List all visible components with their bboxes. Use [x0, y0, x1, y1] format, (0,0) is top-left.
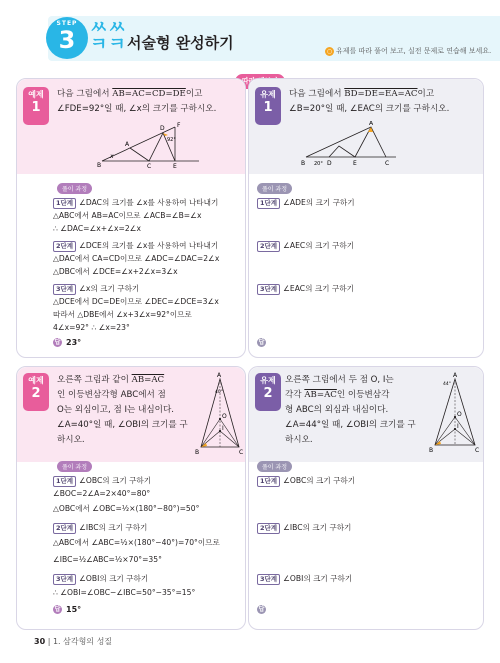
step-badge: 3단계: [257, 284, 280, 295]
step-title-text: ∠x의 크기 구하기: [79, 284, 140, 293]
chapter-title: 1. 삼각형의 성질: [52, 637, 113, 646]
solution-line: ∴ ∠OBI=∠OBC−∠IBC=50°−35°=15°: [53, 588, 196, 597]
solution-line: ∠BOC=2∠A=2×40°=80°: [53, 489, 151, 498]
figure-angle: 44°: [443, 382, 451, 387]
solution-line: △DBC에서 ∠DCE=∠x+2∠x=3∠x: [53, 267, 178, 276]
figure-label: O: [457, 411, 462, 418]
figure-label: I: [222, 425, 224, 432]
problem-text: 인 이등변삼각: [336, 390, 390, 400]
step-title-text: ∠IBC의 크기 구하기: [79, 523, 148, 532]
solution-line: 따라서 △DBE에서 ∠x+3∠x=92°이므로: [53, 310, 192, 319]
problem-equation: AB=AC: [304, 390, 337, 400]
step-title: [53, 197, 218, 209]
figure-label: B: [97, 162, 102, 169]
problem-text: 하시오.: [285, 435, 313, 445]
problem-equation: AB=AC: [131, 375, 165, 385]
step-title-text: ∠OBI의 크기 구하기: [283, 574, 353, 583]
step-title: [257, 475, 355, 487]
solution-line: △DAC에서 CA=CD이므로 ∠ADC=∠DAC=2∠x: [53, 254, 220, 263]
info-icon: ○: [326, 47, 333, 55]
figure-label: C: [147, 163, 152, 169]
problem-text: 오른쪽 그림에서 두 점 O, I는: [285, 375, 394, 385]
figure-label: O: [222, 413, 227, 420]
step-badge: 1단계: [53, 476, 76, 487]
solution-line: ∠IBC=½∠ABC=½×70°=35°: [53, 555, 162, 564]
figure-label: B: [301, 160, 306, 167]
figure-label: E: [173, 163, 177, 169]
example-2-tag: [23, 373, 49, 411]
tag-number: 1: [31, 100, 41, 115]
exercise-2-problem: [285, 373, 435, 448]
example-1-problem: [57, 87, 243, 117]
step-badge: 3단계: [53, 284, 76, 295]
step-title: [53, 240, 218, 252]
step-title-text: ∠DAC의 크기를 ∠x를 사용하여 나타내기: [79, 198, 219, 207]
step-title: [53, 522, 147, 534]
figure-label: x: [110, 153, 114, 160]
figure-label: D: [160, 125, 165, 132]
page-header: [0, 0, 500, 70]
step-badge: 3단계: [257, 574, 280, 585]
figure-label: E: [353, 160, 357, 167]
step-badge: [46, 17, 88, 59]
step-word: STEP: [56, 20, 78, 27]
step-title: [53, 573, 148, 585]
step-title: [257, 522, 351, 534]
figure-angle: 40°: [215, 390, 223, 395]
exercise-2-panel: [248, 366, 484, 630]
page-footer: [34, 636, 112, 647]
step-title: [257, 197, 355, 209]
answer-icon: 답: [258, 606, 265, 613]
step-title: [257, 240, 354, 252]
answer: [257, 605, 270, 614]
example-1-panel: [16, 78, 246, 358]
step-badge: 2단계: [53, 241, 76, 252]
problem-text: ∠A=40°일 때, ∠OBI의 크기를 구: [57, 420, 188, 430]
step-title-text: ∠OBC의 크기 구하기: [283, 476, 356, 485]
exercise-2-tag: [255, 373, 281, 411]
step-title: [53, 475, 151, 487]
answer-icon: 답: [258, 339, 265, 346]
header-decoration-bottom: ㅋㅋ: [90, 34, 127, 55]
problem-text: 형 ABC의 외심과 내심이다.: [285, 405, 389, 415]
problem-equation: AB=AC=CD=DE: [112, 89, 186, 99]
figure-4: [429, 371, 481, 455]
problem-text: 다음 그림에서: [57, 89, 113, 99]
figure-2: [301, 121, 411, 169]
problem-text: 다음 그림에서: [289, 89, 345, 99]
figure-angle: 92°: [167, 137, 176, 143]
header-decoration-top: ㅆㅆ: [90, 17, 127, 38]
step-title: [53, 283, 139, 295]
problem-text: ∠A=44°일 때, ∠OBI의 크기를 구: [285, 420, 416, 430]
figure-1: [97, 121, 207, 169]
solution-line: 4∠x=92° ∴ ∠x=23°: [53, 323, 130, 332]
example-1-tag: [23, 87, 49, 125]
page-subtitle: [325, 46, 491, 56]
solve-process-label: 풀이 과정: [57, 461, 92, 472]
answer-value: 15°: [66, 605, 82, 614]
problem-text: O는 외심이고, 점 I는 내심이다.: [57, 405, 175, 415]
solution-line: △ABC에서 AB=AC이므로 ∠ACB=∠B=∠x: [53, 211, 202, 220]
footer-separator: |: [47, 637, 53, 646]
step-title: [257, 283, 354, 295]
step-title-text: ∠ADE의 크기 구하기: [283, 198, 355, 207]
tag-number: 2: [263, 386, 273, 401]
example-2-panel: [16, 366, 246, 630]
problem-text: ∠FDE=92°일 때, ∠x의 크기를 구하시오.: [57, 104, 217, 114]
step-badge: 1단계: [257, 198, 280, 209]
follow-along-badge: 따라: [235, 74, 285, 89]
problem-text: 이고: [417, 89, 435, 99]
problem-text: 하시오.: [57, 435, 85, 445]
figure-label: B: [195, 449, 200, 455]
figure-label: A: [453, 372, 458, 379]
answer: [257, 338, 270, 347]
step-title-text: ∠DCE의 크기를 ∠x를 사용하여 나타내기: [79, 241, 219, 250]
step-title-text: ∠AEC의 크기 구하기: [283, 241, 355, 250]
answer-icon: 답: [54, 606, 61, 613]
figure-label: C: [475, 447, 480, 454]
solve-process-label: 풀이 과정: [257, 183, 292, 194]
figure-label: D: [327, 160, 332, 167]
page-title: 서술형 완성하기: [127, 34, 234, 52]
figure-label: A: [125, 141, 130, 148]
answer-value: 23°: [66, 338, 82, 347]
page-number: 30: [34, 637, 46, 646]
example-2-problem: [57, 373, 207, 448]
problem-text: 오른쪽 그림과 같이: [57, 375, 132, 385]
solve-process-label: 풀이 과정: [57, 183, 92, 194]
solution-line: △OBC에서 ∠OBC=½×(180°−80°)=50°: [53, 504, 200, 513]
tag-number: 2: [31, 386, 41, 401]
figure-label: I: [457, 423, 459, 430]
tag-word: 예제: [28, 90, 44, 99]
step-title-text: ∠EAC의 크기 구하기: [283, 284, 354, 293]
problem-equation: BD=DE=EA=AC: [344, 89, 418, 99]
tag-word: 유제: [260, 376, 276, 385]
page-subtitle-text: 유제를 따라 풀어 보고, 실전 문제로 연습해 보세요.: [336, 47, 492, 55]
problem-text: 이고: [185, 89, 203, 99]
step-title-text: ∠IBC의 크기 구하기: [283, 523, 352, 532]
solution-line: △ABC에서 ∠ABC=½×(180°−40°)=70°이므로: [53, 538, 220, 547]
exercise-1-panel: [248, 78, 484, 358]
answer: [53, 338, 81, 347]
figure-label: C: [239, 449, 244, 455]
step-badge: 2단계: [257, 523, 280, 534]
step-badge: 3단계: [53, 574, 76, 585]
step-badge: 2단계: [53, 523, 76, 534]
step-number: 3: [58, 26, 76, 54]
figure-3: [195, 371, 245, 455]
step-title-text: ∠OBI의 크기 구하기: [79, 574, 149, 583]
step-badge: 1단계: [257, 476, 280, 487]
problem-text: ∠B=20°일 때, ∠EAC의 크기를 구하시오.: [289, 104, 450, 114]
figure-label: A: [369, 121, 374, 127]
exercise-1-problem: [289, 87, 481, 117]
tag-word: 예제: [28, 376, 44, 385]
step-badge: 2단계: [257, 241, 280, 252]
figure-label: F: [177, 122, 181, 129]
problem-text: 각각: [285, 390, 305, 400]
solution-line: △DCE에서 DC=DE이므로 ∠DEC=∠DCE=3∠x: [53, 297, 219, 306]
solution-line: ∴ ∠DAC=∠x+∠x=2∠x: [53, 224, 141, 233]
exercise-1-tag: [255, 87, 281, 125]
figure-label: A: [217, 372, 222, 379]
step-badge: 1단계: [53, 198, 76, 209]
figure-label: C: [385, 160, 390, 167]
answer: [53, 605, 81, 614]
figure-angle: 20°: [314, 161, 323, 167]
answer-icon: 답: [54, 339, 61, 346]
solve-process-label: 풀이 과정: [257, 461, 292, 472]
tag-number: 1: [263, 100, 273, 115]
tag-word: 유제: [260, 90, 276, 99]
problem-text: 인 이등변삼각형 ABC에서 점: [57, 390, 166, 400]
figure-label: B: [429, 447, 434, 454]
step-title-text: ∠OBC의 크기 구하기: [79, 476, 152, 485]
step-title: [257, 573, 352, 585]
